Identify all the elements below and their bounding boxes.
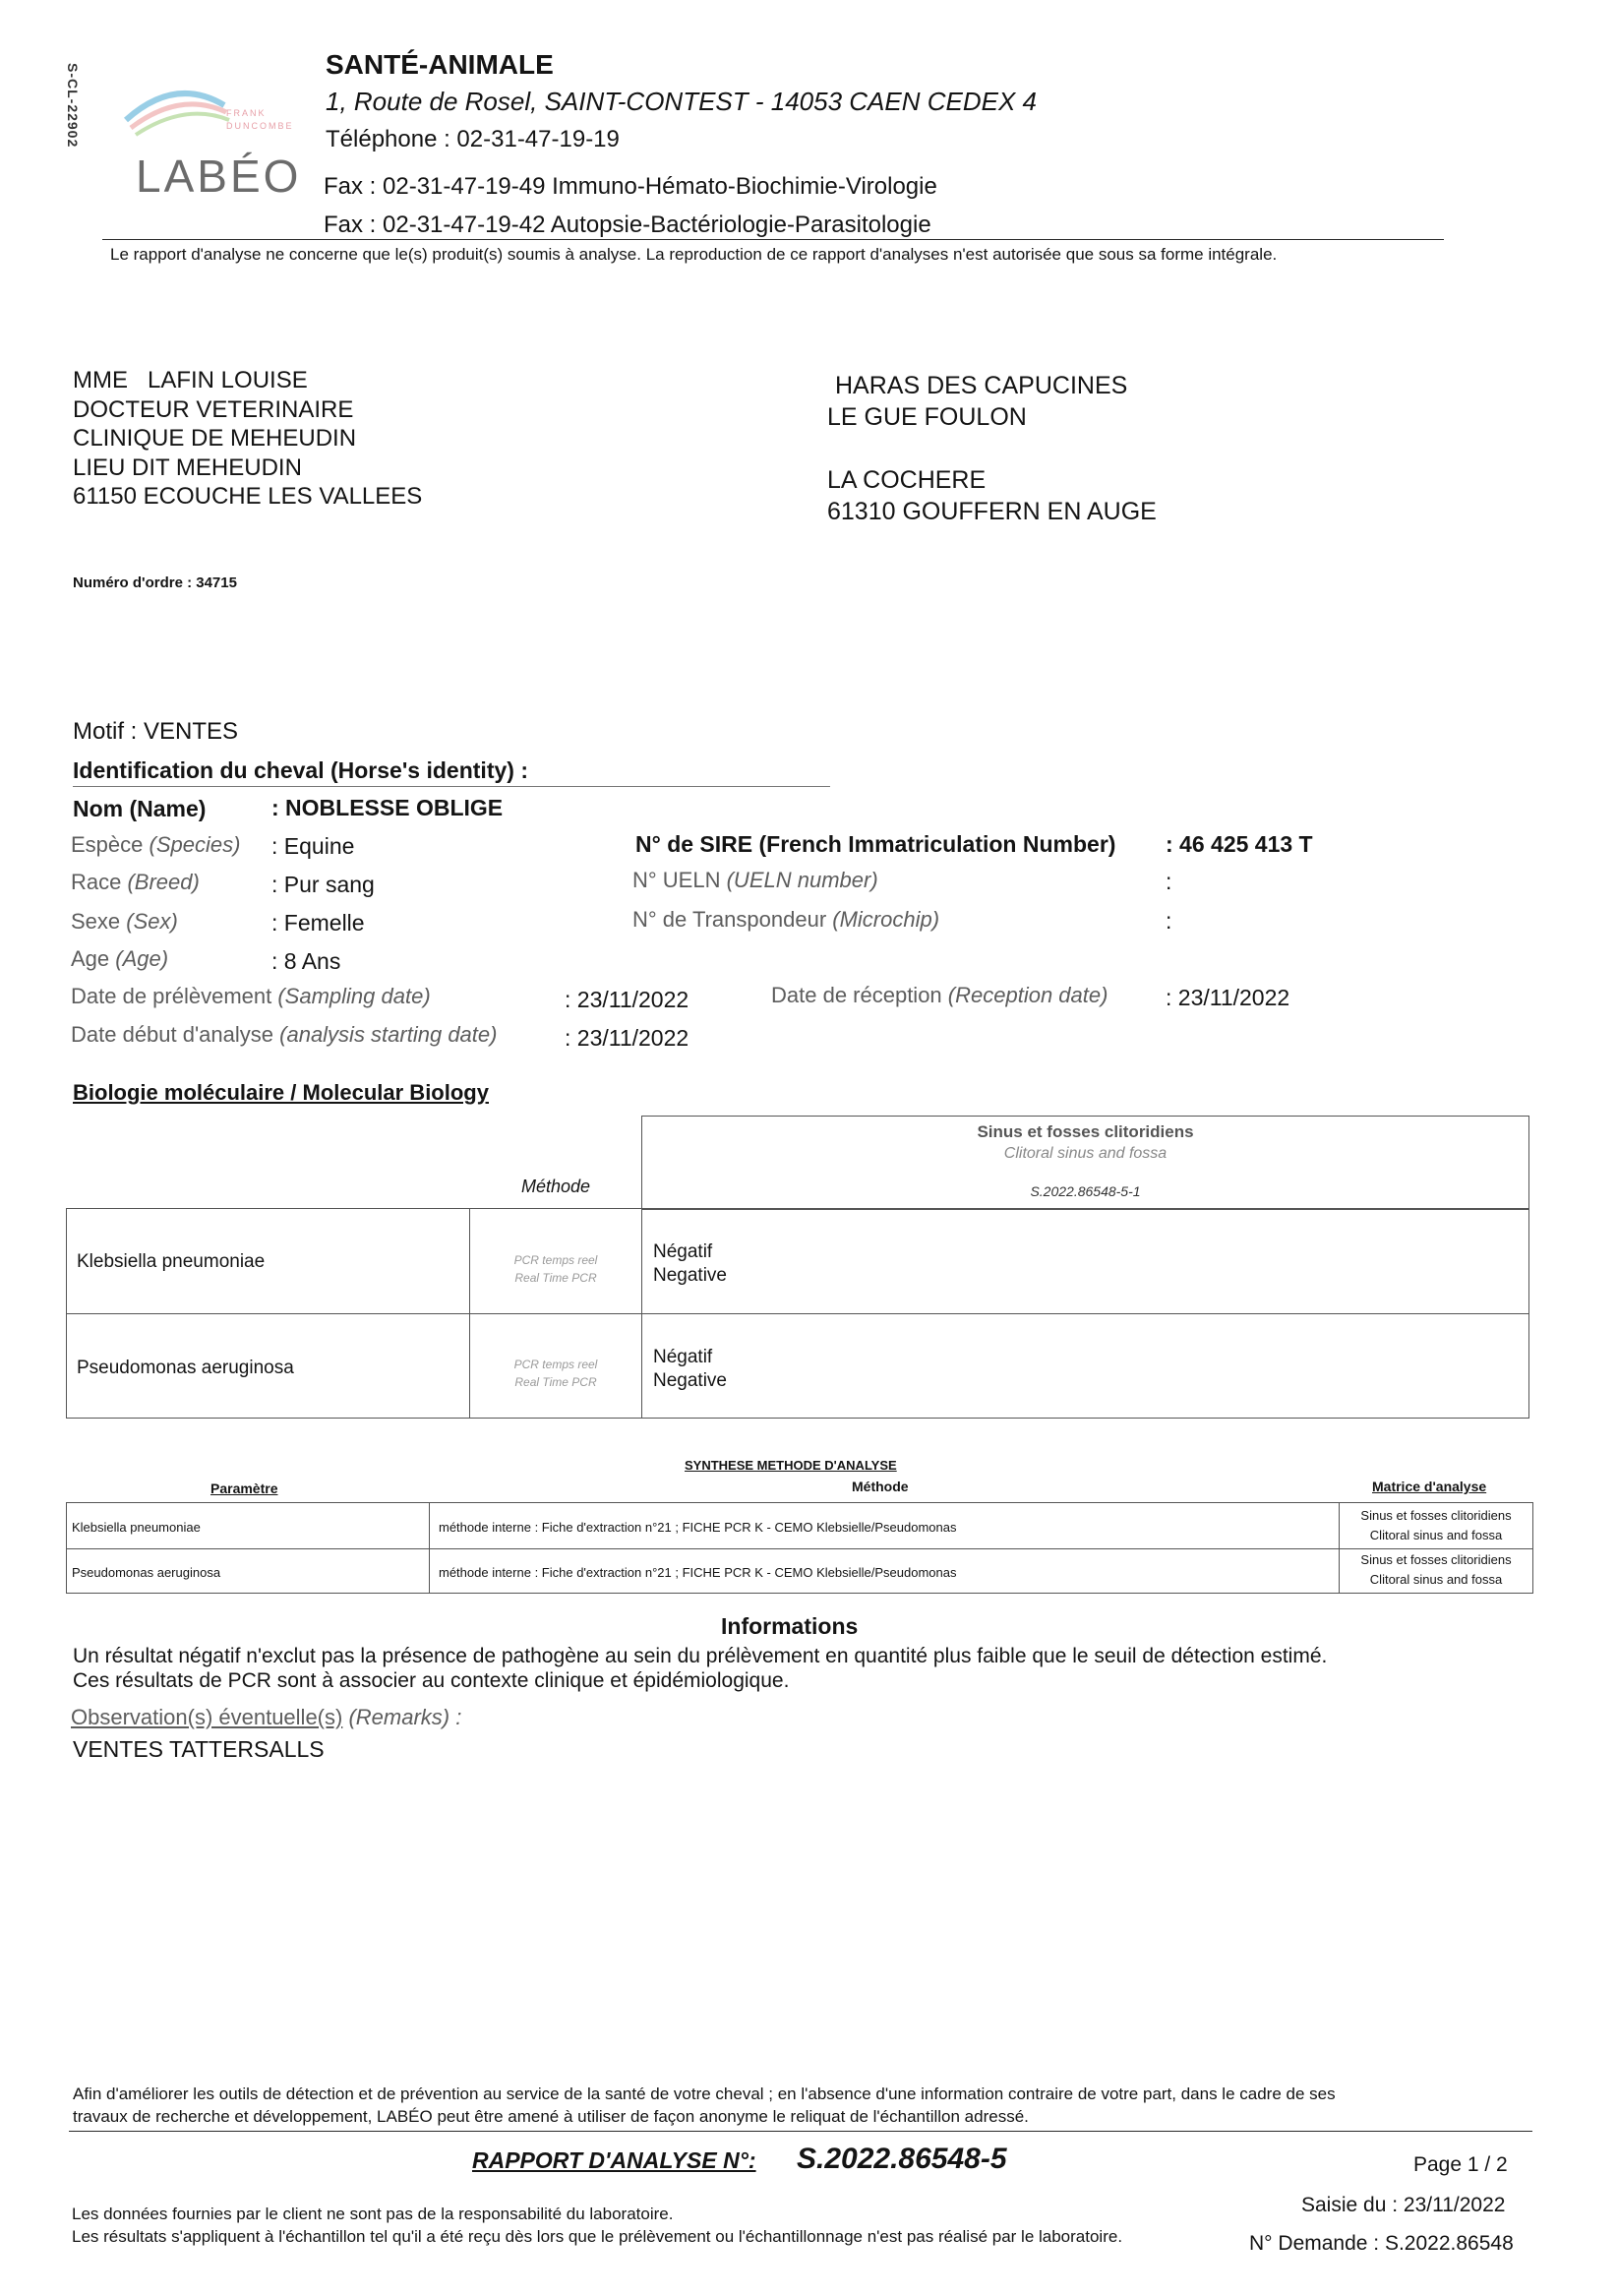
breed-value: : Pur sang <box>271 872 375 897</box>
informations-line2: Ces résultats de PCR sont à associer au contexte clinique et épidémiologique. <box>73 1669 790 1692</box>
sampling-date-value: : 23/11/2022 <box>565 987 689 1012</box>
footer-divider <box>69 2131 1532 2132</box>
method-column-header: Méthode <box>520 1177 591 1196</box>
reception-date-label: Date de réception (Reception date) <box>771 983 1108 1007</box>
synthesis-row-1-matrix: Sinus et fosses clitoridiens Clitoral sinus and fossa <box>1360 1508 1512 1542</box>
synthesis-col-method: Méthode <box>852 1479 909 1494</box>
synthesis-row-2-matrix: Sinus et fosses clitoridiens Clitoral sinus and fossa <box>1360 1552 1512 1587</box>
footer-disclaimer-2: Les résultats s'appliquent à l'échantillon tel qu'il a été reçu dès lors que le prélèvement ou l'échantillonnage n'est pas réalisé par le laboratoire. <box>72 2227 1123 2246</box>
synthesis-row-divider <box>66 1548 1533 1549</box>
sire-value: : 46 425 413 T <box>1166 831 1313 857</box>
logo-brand: LABÉO <box>136 151 302 202</box>
molecular-heading: Biologie moléculaire / Molecular Biology <box>73 1080 489 1105</box>
sample-title: Sinus et fosses clitoridiens <box>977 1122 1194 1141</box>
reception-date-value: : 23/11/2022 <box>1166 985 1290 1010</box>
result-row-2-value: Négatif Negative <box>653 1347 727 1391</box>
synthesis-col-divider-1 <box>429 1502 430 1594</box>
recipient-line: LIEU DIT MEHEUDIN <box>73 453 302 481</box>
result-row-2-param: Pseudomonas aeruginosa <box>77 1358 294 1378</box>
analysis-start-label: Date début d'analyse (analysis starting date) <box>71 1022 498 1047</box>
footer-note-line2: travaux de recherche et développement, LABÉO peut être amené à utiliser de façon anonyme le reliquat de l'échantillon adressé. <box>73 2107 1029 2126</box>
age-value: : 8 Ans <box>271 948 341 974</box>
synthesis-col-matrix: Matrice d'analyse <box>1372 1479 1487 1494</box>
lab-name: SANTÉ-ANIMALE <box>326 49 554 80</box>
lab-phone: Téléphone : 02-31-47-19-19 <box>326 126 620 152</box>
informations-title: Informations <box>721 1613 859 1639</box>
logo-small-line2: DUNCOMBE <box>226 121 294 131</box>
identity-underline <box>73 786 830 787</box>
transponder-label: N° de Transpondeur (Microchip) <box>632 907 940 932</box>
lab-fax-2: Fax : 02-31-47-19-42 Autopsie-Bactériologie-Parasitologie <box>324 211 931 238</box>
synthesis-row-2-method: méthode interne : Fiche d'extraction n°21 ; FICHE PCR K - CEMO Klebsielle/Pseudomonas <box>439 1565 957 1580</box>
name-value: : NOBLESSE OBLIGE <box>271 795 504 820</box>
recipient-line: MME LAFIN LOUISE <box>73 367 308 393</box>
sampling-date-label: Date de prélèvement (Sampling date) <box>71 984 431 1008</box>
synthesis-row-2-param: Pseudomonas aeruginosa <box>72 1565 221 1580</box>
recipient-address <box>73 366 422 512</box>
results-row-divider <box>66 1313 1529 1314</box>
identity-heading: Identification du cheval (Horse's identity) : <box>73 757 528 783</box>
motif: Motif : VENTES <box>73 718 239 745</box>
report-number: S.2022.86548-5 <box>797 2143 1007 2175</box>
results-col-divider-2 <box>641 1116 642 1419</box>
result-row-1-value: Négatif Negative <box>653 1241 727 1286</box>
owner-line4: 61310 GOUFFERN EN AUGE <box>827 498 1157 525</box>
recipient-line: CLINIQUE DE MEHEUDIN <box>73 425 357 452</box>
synthesis-col-param: Paramètre <box>210 1480 278 1496</box>
recipient-line: 61150 ECOUCHE LES VALLEES <box>73 483 423 510</box>
result-row-1-method: PCR temps reel Real Time PCR <box>513 1253 598 1285</box>
order-number: Numéro d'ordre : 34715 <box>73 574 237 591</box>
lab-fax-1: Fax : 02-31-47-19-49 Immuno-Hémato-Biochimie-Virologie <box>324 173 937 200</box>
document-code: S-CL-22902 <box>65 63 81 149</box>
species-label: Espèce (Species) <box>71 832 241 857</box>
sex-label: Sexe (Sex) <box>71 909 178 934</box>
remarks-label: Observation(s) éventuelle(s) (Remarks) : <box>71 1705 462 1729</box>
sample-id: S.2022.86548-5-1 <box>1030 1183 1141 1199</box>
age-label: Age (Age) <box>71 946 169 971</box>
lab-address: 1, Route de Rosel, SAINT-CONTEST - 14053 CAEN CEDEX 4 <box>326 87 1037 116</box>
transponder-value: : <box>1166 908 1172 934</box>
synthesis-row-1-param: Klebsiella pneumoniae <box>72 1520 201 1535</box>
synthesis-title: SYNTHESE METHODE D'ANALYSE <box>685 1458 897 1473</box>
name-label: Nom (Name) <box>73 796 207 821</box>
logo-swirl-icon <box>116 81 313 150</box>
report-number-label: RAPPORT D'ANALYSE N°: <box>472 2147 756 2173</box>
owner-line2: LE GUE FOULON <box>827 403 1027 431</box>
breed-label: Race (Breed) <box>71 870 200 894</box>
sample-title-en: Clitoral sinus and fossa <box>1003 1145 1168 1162</box>
sire-label: N° de SIRE (French Immatriculation Number) <box>635 831 1116 857</box>
analysis-start-value: : 23/11/2022 <box>565 1025 689 1051</box>
owner-line3: LA COCHERE <box>827 466 987 494</box>
result-row-1-param: Klebsiella pneumoniae <box>77 1251 266 1272</box>
ueln-value: : <box>1166 869 1172 894</box>
result-row-2-method: PCR temps reel Real Time PCR <box>513 1358 598 1389</box>
footer-note-line1: Afin d'améliorer les outils de détection et de prévention au service de la santé de votre cheval ; en l'absence d'une information contraire de votre part, dans le cadre de ses <box>73 2085 1336 2103</box>
sex-value: : Femelle <box>271 910 365 936</box>
logo-small-line1: FRANK <box>226 108 267 118</box>
page-number: Page 1 / 2 <box>1413 2153 1508 2176</box>
recipient-line: DOCTEUR VETERINAIRE <box>73 395 354 423</box>
synthesis-row-1-method: méthode interne : Fiche d'extraction n°21 ; FICHE PCR K - CEMO Klebsielle/Pseudomonas <box>439 1520 957 1535</box>
entry-date: Saisie du : 23/11/2022 <box>1301 2194 1506 2216</box>
informations-line1: Un résultat négatif n'exclut pas la présence de pathogène au sein du prélèvement en quantité plus faible que le seuil de détection estimé. <box>73 1645 1328 1667</box>
species-value: : Equine <box>271 833 355 859</box>
request-number: N° Demande : S.2022.86548 <box>1249 2232 1514 2255</box>
header-disclaimer: Le rapport d'analyse ne concerne que le(s) produit(s) soumis à analyse. La reproduction de ce rapport d'analyses n'est autorisée que sous sa forme intégrale. <box>110 245 1278 264</box>
ueln-label: N° UELN (UELN number) <box>632 868 878 892</box>
header-divider <box>102 239 1444 240</box>
remarks-value: VENTES TATTERSALLS <box>73 1736 325 1762</box>
footer-disclaimer-1: Les données fournies par le client ne sont pas de la responsabilité du laboratoire. <box>72 2205 674 2223</box>
labeo-logo <box>116 81 313 202</box>
owner-line1: HARAS DES CAPUCINES <box>835 372 1128 399</box>
